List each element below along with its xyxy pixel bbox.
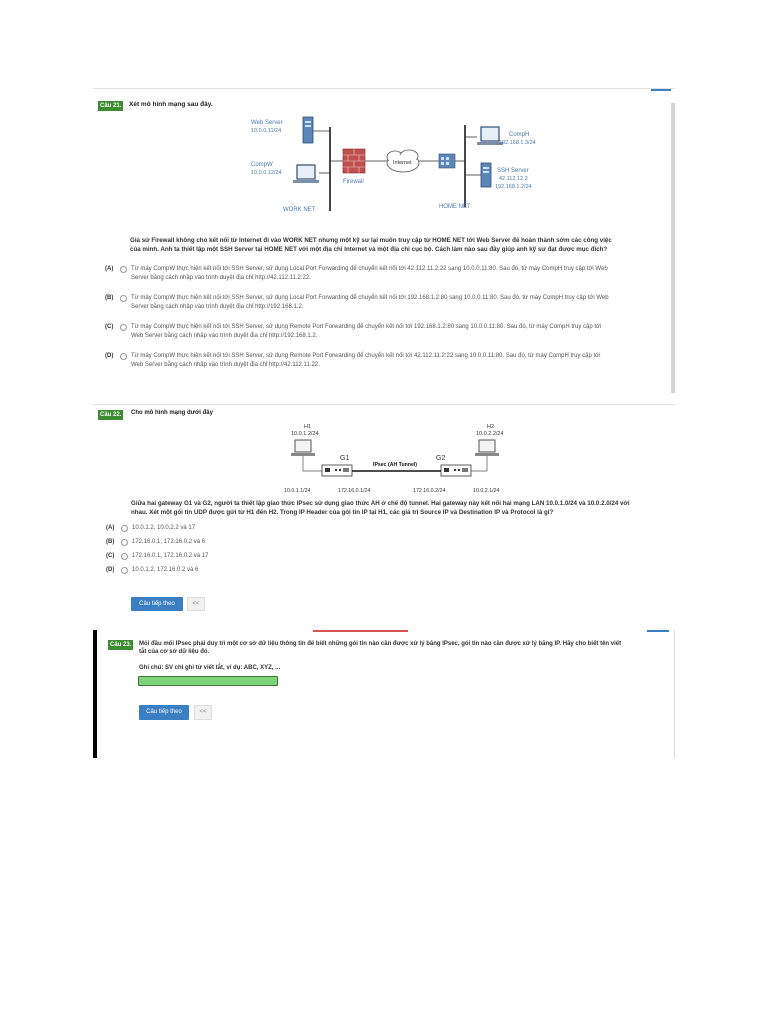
work-net-label: WORK NET [283, 207, 316, 213]
option-label: (C) [105, 324, 114, 330]
option-a[interactable] [105, 265, 665, 285]
answer-input[interactable] [138, 676, 278, 686]
g1-lan-ip: 10.0.1.1/24 [284, 488, 311, 494]
option-line-2: Web Server bằng cách nhập vào trình duyệt địa chỉ http://192.168.1.2. [131, 332, 318, 339]
h2-ip: 10.0.2.2/24 [476, 431, 504, 437]
question-21-panel [93, 88, 675, 397]
radio-button[interactable] [121, 553, 128, 560]
option-label: (D) [105, 353, 114, 359]
home-net-label: HOME NET [439, 204, 471, 210]
option-text [131, 323, 601, 341]
option-c[interactable] [106, 552, 406, 562]
right-divider [674, 630, 675, 758]
radio-button[interactable] [120, 295, 127, 302]
option-text: 172.16.0.1, 172.16.0.2 và 6 [132, 539, 206, 545]
internet-label: Internet [393, 160, 412, 166]
option-label: (A) [106, 525, 115, 531]
option-text [131, 265, 608, 283]
question-text [130, 237, 670, 254]
ssh-ip-local: 192.168.1.2/24 [495, 184, 532, 190]
network-diagram-21 [243, 111, 553, 226]
question-23-panel [93, 630, 675, 758]
radio-button[interactable] [120, 353, 127, 360]
g2-label: G2 [436, 455, 446, 462]
option-line-1: Từ máy CompW thực hiện kết nối tới SSH Server, sử dụng Remote Port Forwarding để chuyển kết nối tới 192.168.1.2:80 sang 10.0.0.11:80. Sau đó, từ máy CompH truy cập tới [131, 324, 602, 330]
option-text: 10.0.1.2, 10.0.2.2 và 17 [132, 525, 196, 531]
option-label: (C) [106, 553, 115, 559]
option-a[interactable] [106, 524, 406, 534]
option-line-1: Từ máy CompW thực hiện kết nối tới SSH Server, sử dụng Local Port Forwarding để chuyển kết nối tới 192.168.1.2:80 sang 10.0.0.11:80. Sau đó, từ máy CompH truy cập tới Web [131, 295, 609, 301]
tunnel-label: IPsec (AH Tunnel) [373, 462, 418, 468]
network-diagram-22 [281, 421, 521, 497]
question-number-badge: Câu 23. [110, 642, 132, 648]
question-line-1: Giữa hai gateway G1 và G2, người ta thiết lập giao thức IPsec sử dụng giao thức AH ở chế độ tunnel. Hai gateway này kết nối hai mạng LAN 10.0.1.0/24 và 10.0.2.0/24 với [131, 500, 630, 507]
option-label: (D) [106, 567, 115, 573]
option-text: 10.0.1.2, 172.16.0.2 và 6 [132, 567, 199, 573]
h1-ip: 10.0.1.2/24 [291, 431, 319, 437]
h2-label: H2 [487, 424, 495, 430]
option-line-2: Web Server bằng cách nhập vào trình duyệt địa chỉ http://42.112.11.22. [131, 361, 320, 368]
option-d[interactable] [106, 566, 406, 576]
question-22-panel [93, 404, 675, 623]
firewall-icon [343, 149, 365, 173]
option-line-2: Server bằng cách nhập vào trình duyệt địa chỉ http://192.168.1.2. [131, 303, 304, 310]
g2-gateway-icon [441, 465, 471, 476]
previous-button[interactable]: << [194, 705, 212, 720]
comph-label: CompH [509, 132, 530, 138]
question-line-1: Giả sử Firewall không cho kết nối từ Internet đi vào WORK NET nhưng một kỹ sư lại muốn truy cập từ HOME NET tới Web Server để hoàn thành sớm các công việc [130, 237, 612, 244]
firewall-label: Firewall [343, 179, 364, 185]
g1-label: G1 [340, 455, 350, 462]
top-accent [651, 89, 671, 91]
question-line-1: Mỗi đầu mối IPsec phải duy trì một cơ sở dữ liệu thông tin để biết những gói tin nào cần được xử lý bằng IPsec, gói tin nào cần được xử lý bằng IP. Hãy cho biết tên viết [139, 641, 622, 647]
option-d[interactable] [105, 352, 665, 372]
question-text [139, 640, 669, 656]
next-question-button[interactable]: Câu tiếp theo [131, 597, 183, 611]
question-line-2: tắt của cơ sở dữ liệu đó. [139, 649, 210, 655]
option-label: (B) [105, 295, 114, 301]
scrollbar[interactable] [671, 103, 675, 393]
top-accent-blue [647, 630, 669, 632]
option-line-2: Server bằng cách nhập vào trình duyệt địa chỉ http://42.112.11.2:22. [131, 274, 311, 281]
question-text [131, 500, 671, 517]
web-server-ip: 10.0.0.11/24 [251, 128, 282, 134]
question-title: Xét mô hình mạng sau đây. [129, 101, 213, 108]
left-window-border [93, 630, 97, 758]
g2-wan-ip: 172.16.0.2/24 [413, 488, 446, 494]
option-text [131, 294, 609, 312]
option-text [131, 352, 600, 370]
radio-button[interactable] [120, 324, 127, 331]
option-text: 172.16.0.1, 172.16.0.2 và 17 [132, 553, 209, 559]
radio-button[interactable] [121, 567, 128, 574]
option-line-1: Từ máy CompW thực hiện kết nối tới SSH Server, sử dụng Remote Port Forwarding để chuyển kết nối tới 42.112.11.2:22 sang 10.0.0.11:80. Sau đó, từ máy CompH truy cập tới [131, 353, 601, 359]
g1-wan-ip: 172.16.0.1/24 [338, 488, 371, 494]
comph-ip: 192.168.1.3/24 [499, 140, 536, 146]
option-label: (B) [106, 539, 115, 545]
question-line-2: của mình. Anh ta thiết lập một SSH Server tại HOME NET với một địa chỉ Internet và một địa chỉ cục bộ. Cách làm nào sau đây giúp anh kỹ sư đạt được mục đích? [130, 245, 608, 253]
radio-button[interactable] [121, 539, 128, 546]
question-number-badge: Câu 21. [100, 103, 122, 109]
router-icon [439, 154, 455, 168]
h1-label: H1 [304, 424, 312, 430]
option-label: (A) [105, 266, 114, 272]
radio-button[interactable] [120, 266, 127, 273]
g2-lan-ip: 10.0.2.1/24 [473, 488, 500, 494]
compw-ip: 10.0.0.12/24 [251, 170, 282, 176]
next-question-button[interactable]: Câu tiếp theo [139, 705, 189, 720]
option-c[interactable] [105, 323, 665, 343]
ssh-server-label: SSH Server [497, 168, 529, 174]
question-line-2: nhau. Xét một gói tin UDP được gửi từ H1 đến H2. Trong IP Header của gói tin IP tại H1, các giá trị Source IP và Destination IP và Protocol là gì? [131, 508, 554, 516]
ssh-ip-public: 42.112.12.2 [499, 176, 528, 182]
previous-button[interactable]: << [187, 597, 205, 611]
option-b[interactable] [106, 538, 406, 548]
compw-label: CompW [251, 162, 273, 168]
question-title: Cho mô hình mạng dưới đây [131, 410, 213, 416]
g1-gateway-icon [322, 465, 352, 476]
answer-note: Ghi chú: SV chỉ ghi từ viết tắt, ví dụ: ABC, XYZ, ... [139, 665, 281, 671]
option-line-1: Từ máy CompW thực hiện kết nối tới SSH Server, sử dụng Local Port Forwarding để chuyển kết nối tới 42.112.11.2:22 sang 10.0.0.11:80. Sau đó, từ máy CompH truy cập tới Web [131, 266, 608, 272]
top-accent-red [313, 630, 408, 632]
option-b[interactable] [105, 294, 665, 314]
question-number-badge: Câu 22. [100, 412, 122, 418]
web-server-label: Web Server [251, 120, 283, 126]
radio-button[interactable] [121, 525, 128, 532]
